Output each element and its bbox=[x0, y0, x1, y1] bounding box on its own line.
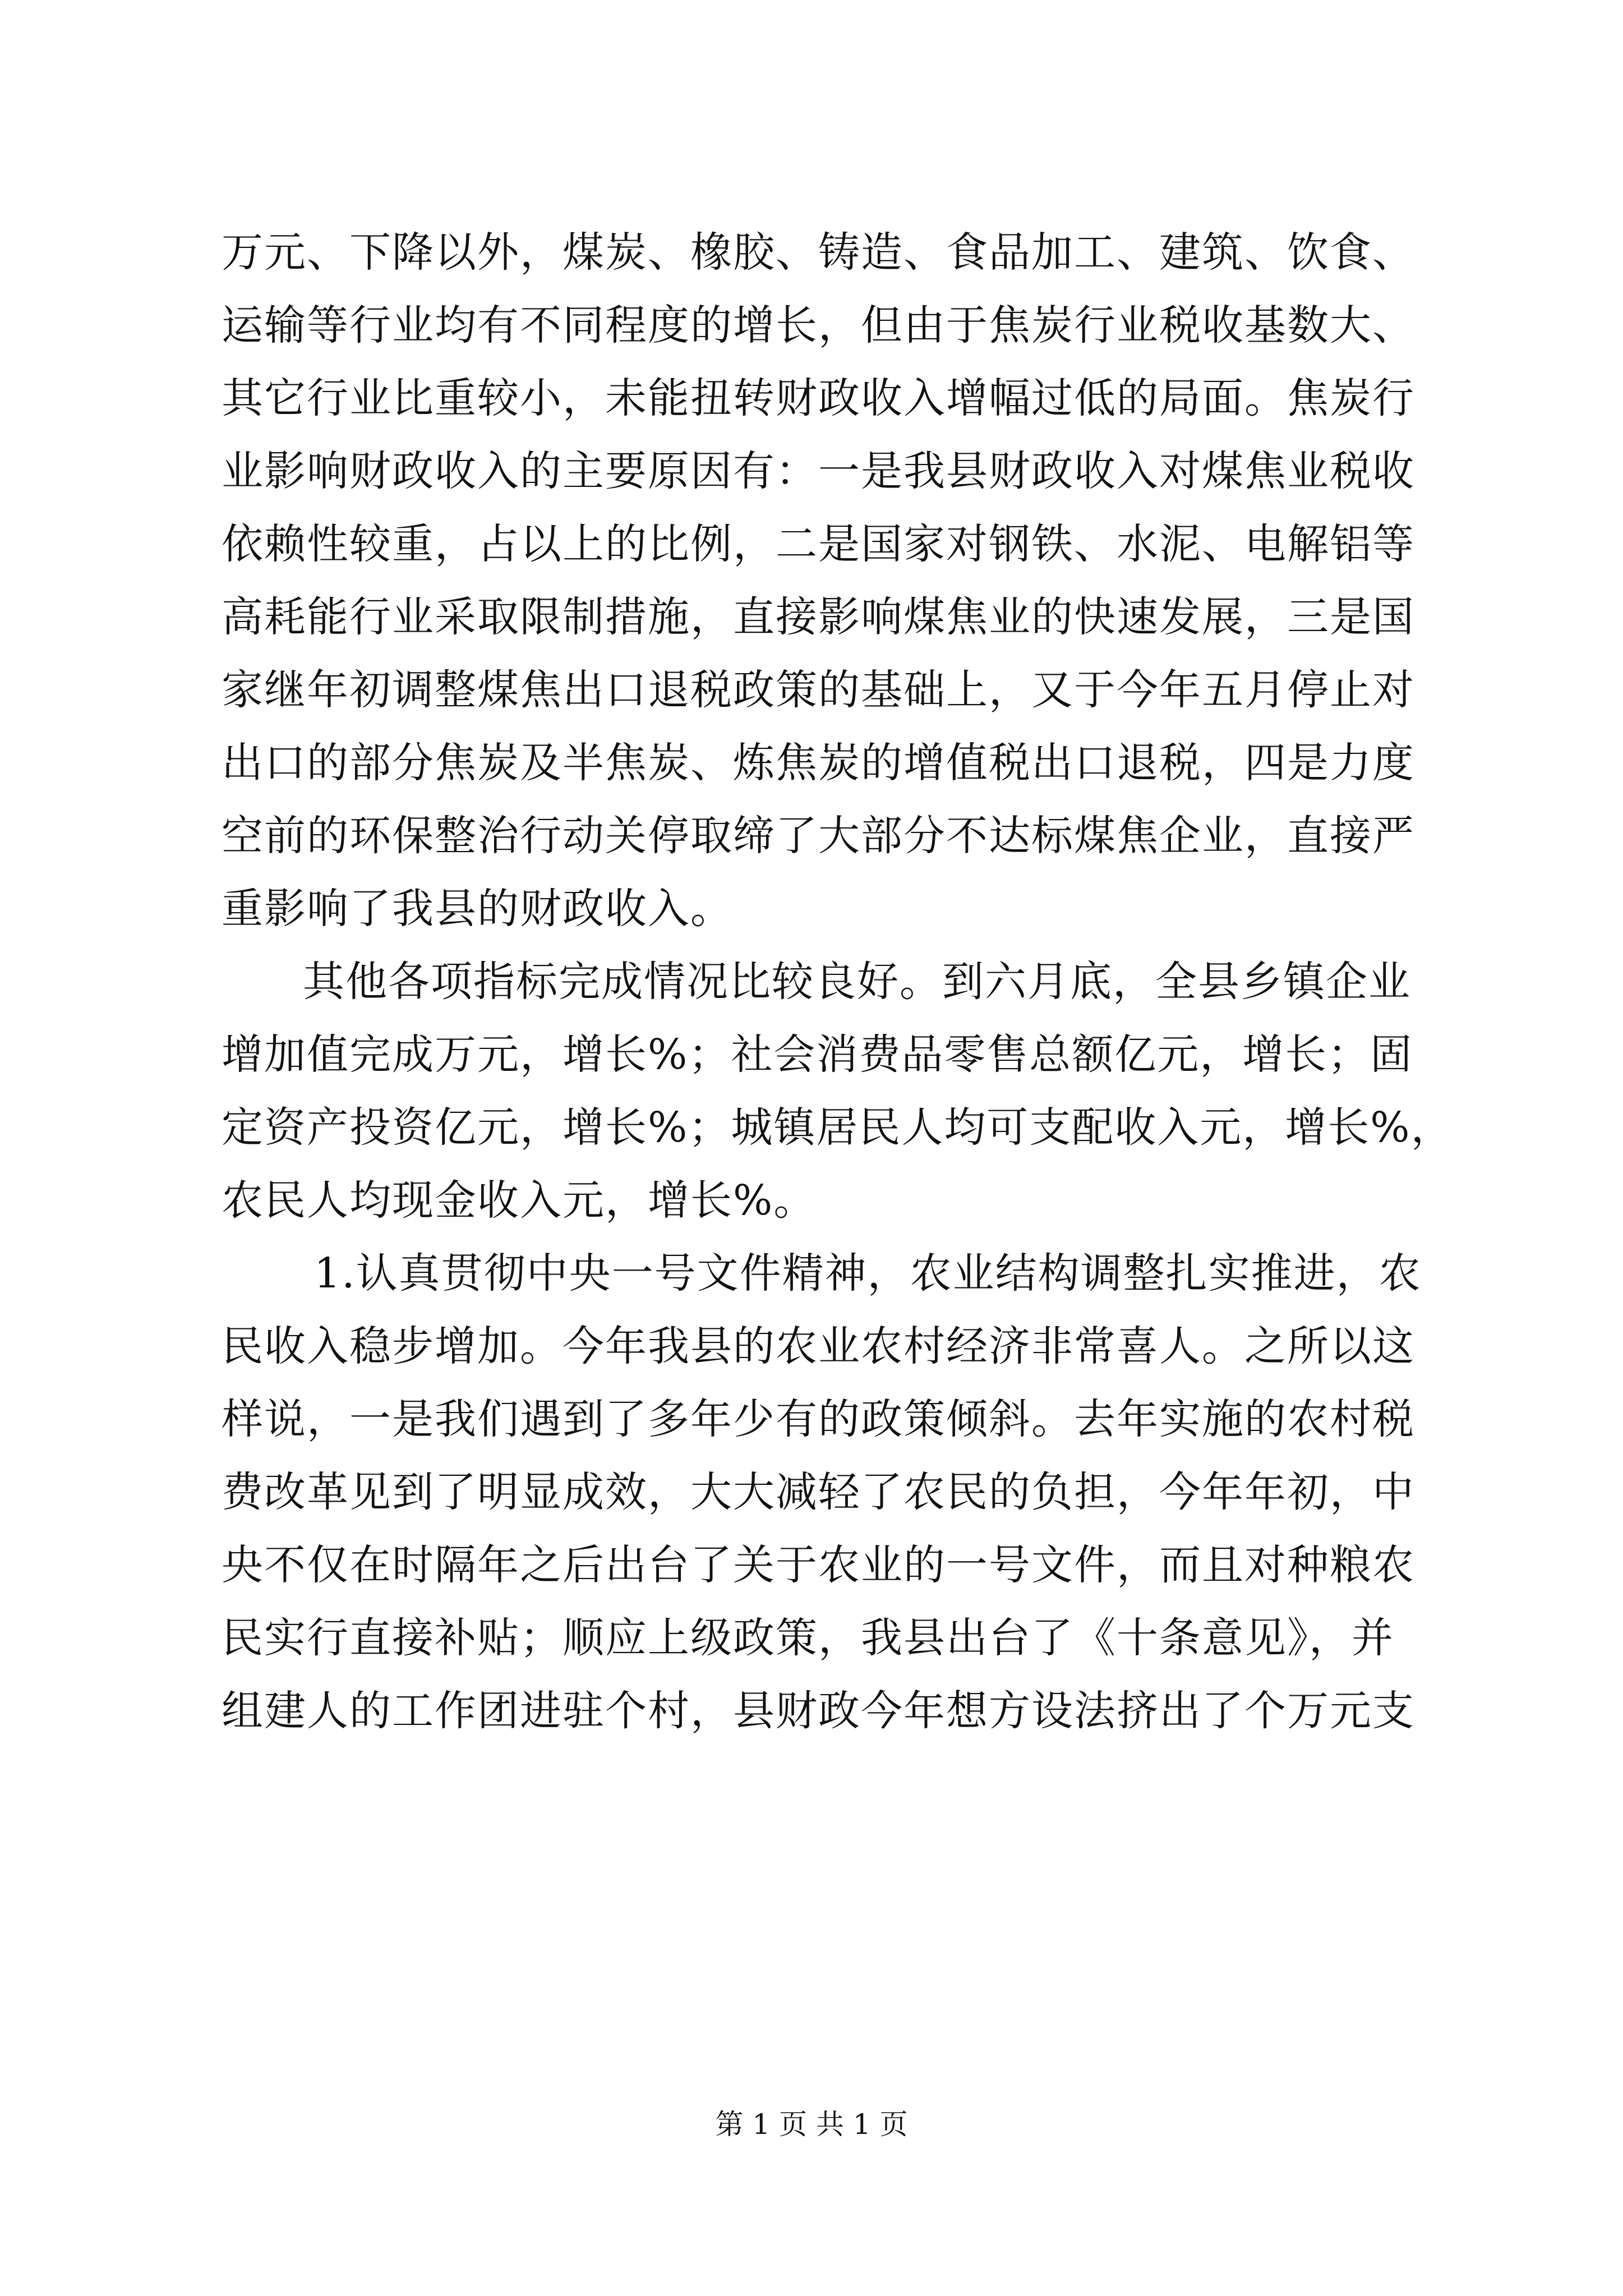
text-line: 万元、下降以外，煤炭、橡胶、铸造、食品加工、建筑、饮食、 bbox=[222, 228, 1415, 277]
text-line: 组建人的工作团进驻个村，县财政今年想方设法挤出了个万元支 bbox=[222, 1687, 1415, 1735]
text-line: 增加值完成万元，增长%；社会消费品零售总额亿元，增长；固 bbox=[222, 1030, 1413, 1079]
text-line: 央不仅在时隔年之后出台了关于农业的一号文件，而且对种粮农 bbox=[222, 1541, 1415, 1589]
text-line: 民收入稳步增加。今年我县的农业农村经济非常喜人。之所以这 bbox=[222, 1322, 1415, 1370]
page-footer: 第 1 页 共 1 页 bbox=[715, 2108, 908, 2141]
text-line: 重影响了我县的财政收入。 bbox=[222, 885, 733, 933]
text-line: 其它行业比重较小，未能扭转财政收入增幅过低的局面。焦炭行 bbox=[222, 374, 1415, 422]
text-line: 样说，一是我们遇到了多年少有的政策倾斜。去年实施的农村税 bbox=[222, 1395, 1415, 1443]
text-line: 民实行直接补贴；顺应上级政策，我县出台了《十条意见》，并 bbox=[222, 1614, 1394, 1662]
text-line: 家继年初调整煤焦出口退税政策的基础上，又于今年五月停止对 bbox=[222, 666, 1415, 714]
text-line: 定资产投资亿元，增长%；城镇居民人均可支配收入元，增长%， bbox=[222, 1103, 1454, 1152]
text-line: 农民人均现金收入元，增长%。 bbox=[222, 1176, 817, 1225]
text-line: 依赖性较重，占以上的比例，二是国家对钢铁、水泥、电解铝等 bbox=[222, 520, 1415, 568]
text-line: 空前的环保整治行动关停取缔了大部分不达标煤焦企业，直接严 bbox=[222, 812, 1415, 860]
text-line: 出口的部分焦炭及半焦炭、炼焦炭的增值税出口退税，四是力度 bbox=[222, 739, 1415, 787]
text-line: 高耗能行业采取限制措施，直接影响煤焦业的快速发展，三是国 bbox=[222, 593, 1415, 641]
text-line: 运输等行业均有不同程度的增长，但由于焦炭行业税收基数大、 bbox=[222, 301, 1415, 349]
paragraph-start-line: 1.认真贯彻中央一号文件精神，农业结构调整扎实推进，农 bbox=[314, 1249, 1422, 1297]
paragraph-start-line: 其他各项指标完成情况比较良好。到六月底，全县乡镇企业 bbox=[303, 958, 1411, 1006]
text-line: 费改革见到了明显成效，大大减轻了农民的负担，今年年初，中 bbox=[222, 1468, 1415, 1516]
text-line: 业影响财政收入的主要原因有：一是我县财政收入对煤焦业税收 bbox=[222, 447, 1415, 495]
